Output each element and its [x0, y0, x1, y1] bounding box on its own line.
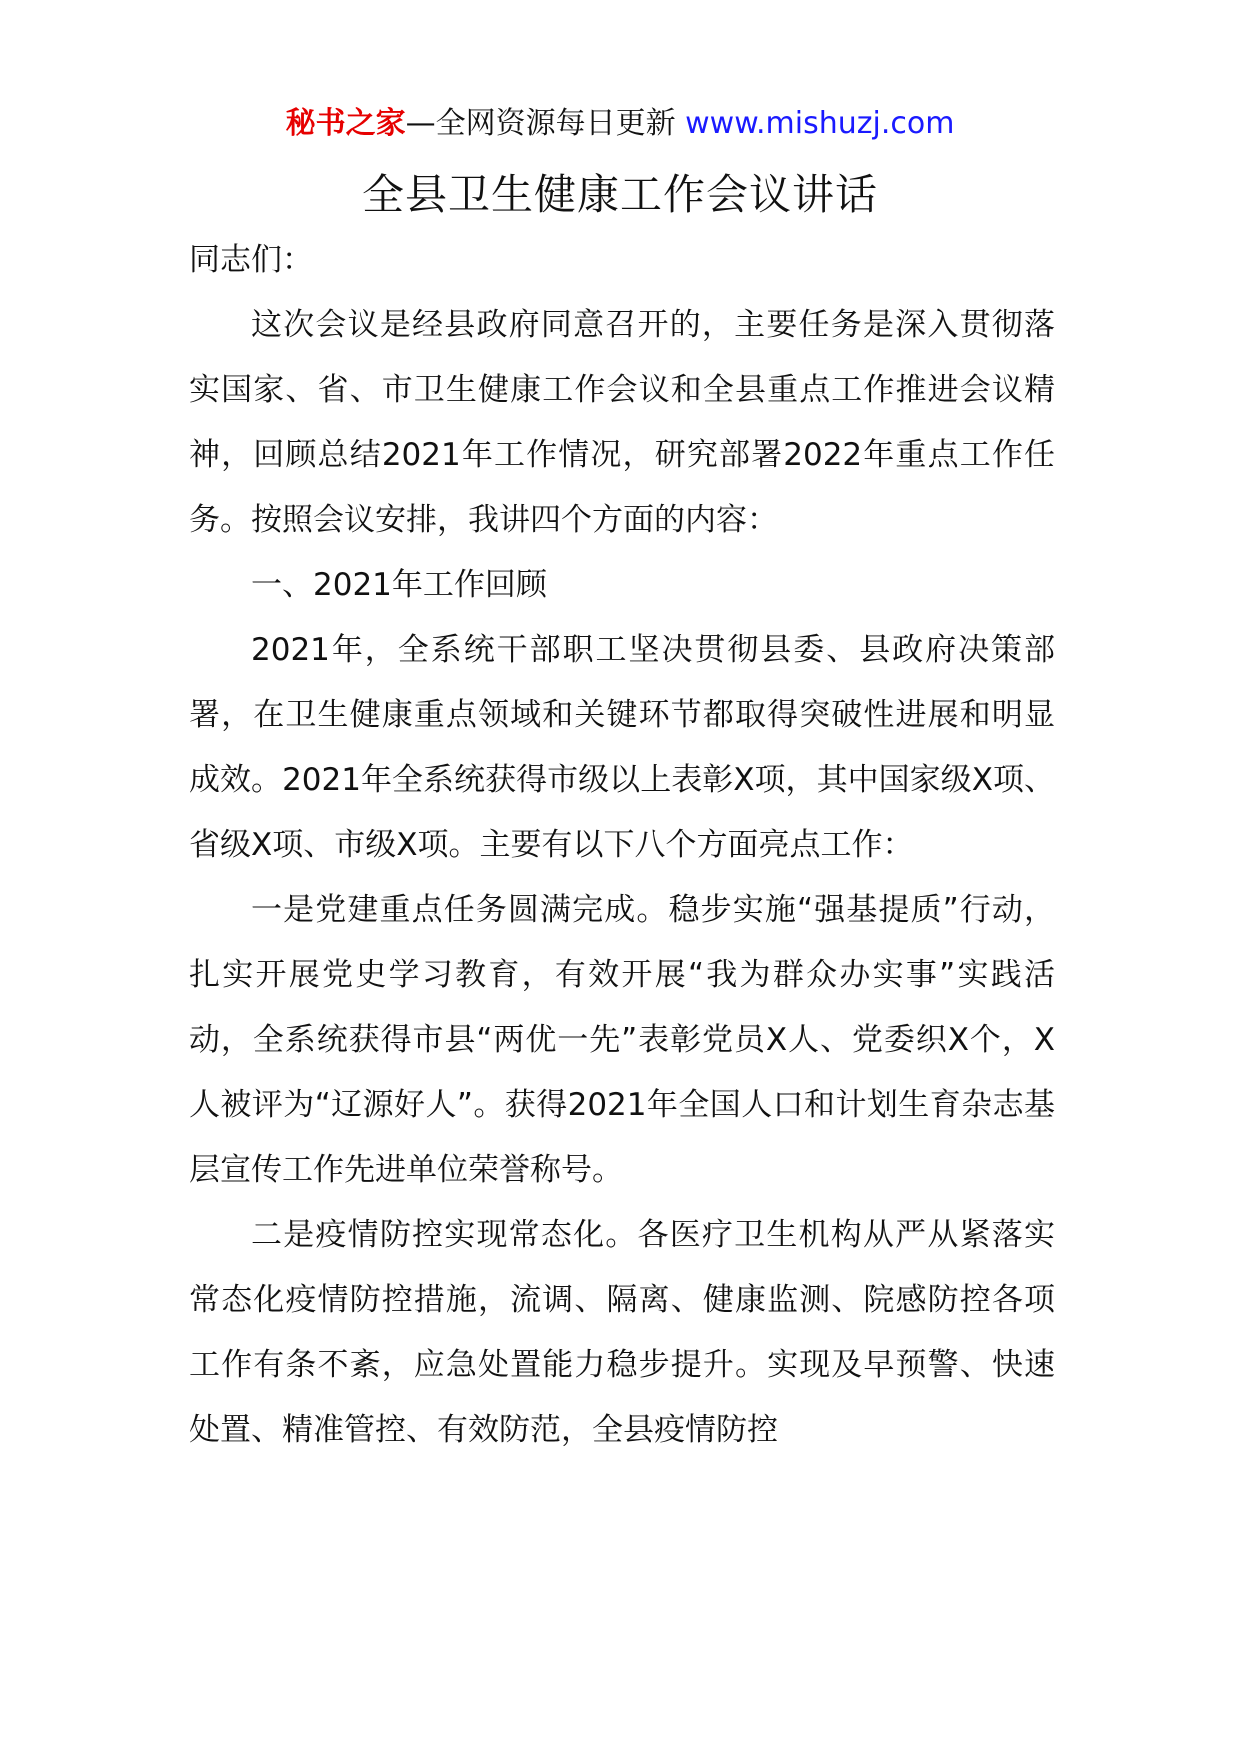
document-body [189, 228, 1055, 1463]
section-heading: 一、2021年工作回顾 [251, 567, 547, 603]
salutation: 同志们： [189, 242, 313, 278]
site-brand: 秘书之家 [285, 106, 406, 141]
site-header [0, 104, 1240, 144]
site-url-link[interactable]: www.mishuzj.com [685, 106, 955, 141]
paragraph-review: 2021年，全系统干部职工坚决贯彻县委、县政府决策部署，在卫生健康重点领域和关键环节都取得突破性进展和明显成效。2021年全系统获得市级以上表彰X项，其中国家级X项、省级X项、市级X项。主要有以下八个方面亮点工作： [189, 632, 1055, 863]
paragraph-party-building: 一是党建重点任务圆满完成。稳步实施“强基提质”行动，扎实开展党史学习教育，有效开展“我为群众办实事”实践活动，全系统获得市县“两优一先”表彰党员X人、党委织X个，X人被评为“辽源好人”。获得2021年全国人口和计划生育杂志基层宣传工作先进单位荣誉称号。 [189, 892, 1055, 1188]
paragraph-epidemic-control: 二是疫情防控实现常态化。各医疗卫生机构从严从紧落实常态化疫情防控措施，流调、隔离、健康监测、院感防控各项工作有条不紊，应急处置能力稳步提升。实现及早预警、快速处置、精准管控、有效防范，全县疫情防控 [189, 1217, 1055, 1448]
site-tagline: —全网资源每日更新 [405, 106, 676, 141]
paragraph-intro: 这次会议是经县政府同意召开的，主要任务是深入贯彻落实国家、省、市卫生健康工作会议和全县重点工作推进会议精神，回顾总结2021年工作情况，研究部署2022年重点工作任务。按照会议安排，我讲四个方面的内容： [189, 307, 1055, 538]
document-title: 全县卫生健康工作会议讲话 [361, 170, 878, 219]
